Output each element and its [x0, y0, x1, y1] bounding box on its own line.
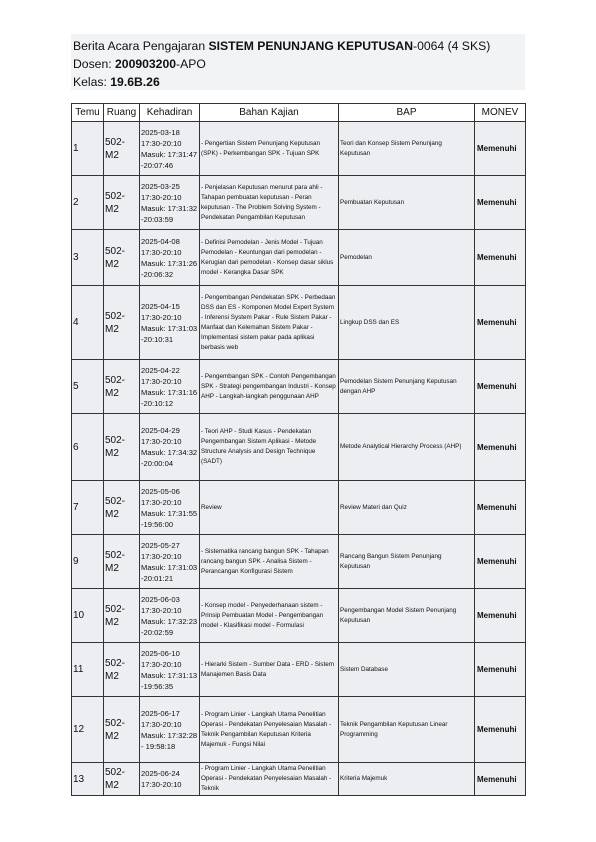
- table-row: [72, 230, 526, 286]
- cell-bap: Lingkup DSS dan ES: [339, 286, 475, 360]
- cell-bap: Teori dan Konsep Sistem Penunjang Keputusan: [339, 122, 475, 176]
- cell-kehadiran: 2025-04-22 17:30-20:10 Masuk: 17:31:16 -20:10:12: [140, 360, 200, 414]
- cell-ruang: 502-M2: [104, 535, 140, 589]
- table-row: [72, 360, 526, 414]
- table-header-row: [72, 104, 526, 122]
- cell-bap: Pemodelan: [339, 230, 475, 286]
- cell-bahan-kajian: - Teori AHP - Studi Kasus - Pendekatan Pengembangan Sistem Aplikasi - Metode Structure Analysis and Design Technique (SADT): [200, 414, 339, 481]
- cell-bahan-kajian: - Hierarki Sistem - Sumber Data - ERD - Sistem Manajemen Basis Data: [200, 643, 339, 697]
- dosen-line: [73, 56, 206, 72]
- cell-bap: Pembuatan Keputusan: [339, 176, 475, 230]
- cell-temu: 11: [72, 643, 104, 697]
- dosen-id: 200903200: [115, 57, 177, 71]
- dosen-suffix: -APO: [176, 57, 206, 71]
- col-monev-header: MONEV: [475, 104, 526, 122]
- cell-kehadiran: 2025-06-03 17:30-20:10 Masuk: 17:32:23 -20:02:59: [140, 589, 200, 643]
- cell-ruang: 502-M2: [104, 481, 140, 535]
- table-row: [72, 286, 526, 360]
- cell-bap: Pemodelan Sistem Penunjang Keputusan dengan AHP: [339, 360, 475, 414]
- cell-ruang: 502-M2: [104, 643, 140, 697]
- cell-ruang: 502-M2: [104, 697, 140, 763]
- cell-monev: Memenuhi: [475, 481, 526, 535]
- cell-monev: Memenuhi: [475, 122, 526, 176]
- table-row: [72, 589, 526, 643]
- cell-bap: Teknik Pengambilan Keputusan Linear Programming: [339, 697, 475, 763]
- cell-monev: Memenuhi: [475, 763, 526, 796]
- cell-monev: Memenuhi: [475, 230, 526, 286]
- cell-kehadiran: 2025-06-17 17:30-20:10 Masuk: 17:32:28 - 19:58:18: [140, 697, 200, 763]
- cell-bahan-kajian: - Pengertian Sistem Penunjang Keputusan (SPK) - Perkembangan SPK - Tujuan SPK: [200, 122, 339, 176]
- cell-monev: Memenuhi: [475, 589, 526, 643]
- cell-kehadiran: 2025-04-15 17:30-20:10 Masuk: 17:31:03 -20:10:31: [140, 286, 200, 360]
- cell-ruang: 502-M2: [104, 286, 140, 360]
- cell-bap: Kriteria Majemuk: [339, 763, 475, 796]
- cell-temu: 10: [72, 589, 104, 643]
- table-row: [72, 643, 526, 697]
- cell-ruang: 502-M2: [104, 360, 140, 414]
- cell-ruang: 502-M2: [104, 230, 140, 286]
- col-kehadiran-header: Kehadiran: [140, 104, 200, 122]
- cell-bahan-kajian: - Program Linier - Langkah Utama Penelitian Operasi - Pendekatan Penyelesaian Masalah - Teknik Pengambilan Keputusan Kriteria Majemuk - Fungsi Nilai: [200, 697, 339, 763]
- cell-temu: 5: [72, 360, 104, 414]
- table-row: [72, 481, 526, 535]
- cell-bahan-kajian: - Pengembangan Pendekatan SPK - Perbedaan DSS dan ES - Komponen Model Expert System - Inferensi System Pakar - Rule Sistem Pakar - Manfaat dan Kelemahan Sistem Pakar - Implementasi sistem pakar pada aplikasi berbasis web: [200, 286, 339, 360]
- cell-bap: Metode Analytical Hierarchy Process (AHP): [339, 414, 475, 481]
- table-row: [72, 414, 526, 481]
- col-bap-header: BAP: [339, 104, 475, 122]
- cell-bahan-kajian: - Program Linier - Langkah Utama Penelitian Operasi - Pendekatan Penyelesaian Masalah - Teknik: [200, 763, 339, 796]
- cell-ruang: 502-M2: [104, 763, 140, 796]
- table-row: [72, 122, 526, 176]
- cell-temu: 3: [72, 230, 104, 286]
- cell-temu: 6: [72, 414, 104, 481]
- cell-bahan-kajian: - Konsep model - Penyederhanaan sistem - Prinsip Pembuatan Model - Pengembangan model - Klasifikasi model - Formulasi: [200, 589, 339, 643]
- cell-monev: Memenuhi: [475, 414, 526, 481]
- cell-bahan-kajian: - Definisi Pemodelan - Jenis Model - Tujuan Pemodelan - Keuntungan dari pemodelan - Kerugian dari pemodelan - Konsep dasar siklus model - Kerangka Dasar SPK: [200, 230, 339, 286]
- cell-kehadiran: 2025-04-08 17:30-20:10 Masuk: 17:31:26 -20:06:32: [140, 230, 200, 286]
- cell-ruang: 502-M2: [104, 414, 140, 481]
- cell-bap: Pengembangan Model Sistem Penunjang Keputusan: [339, 589, 475, 643]
- cell-kehadiran: 2025-03-25 17:30-20:10 Masuk: 17:31:32 -20:03:59: [140, 176, 200, 230]
- cell-monev: Memenuhi: [475, 697, 526, 763]
- course-name: SISTEM PENUNJANG KEPUTUSAN: [208, 39, 414, 53]
- title-prefix: Berita Acara Pengajaran: [73, 39, 209, 53]
- dosen-label: Dosen:: [73, 57, 116, 71]
- cell-bap: Review Materi dan Quiz: [339, 481, 475, 535]
- table-row: [72, 763, 526, 796]
- col-bahan-header: Bahan Kajian: [200, 104, 339, 122]
- cell-temu: 12: [72, 697, 104, 763]
- course-suffix: -0064 (4 SKS): [413, 39, 491, 53]
- cell-temu: 1: [72, 122, 104, 176]
- cell-kehadiran: 2025-03-18 17:30-20:10 Masuk: 17:31:47 -20:07:46: [140, 122, 200, 176]
- table-row: [72, 535, 526, 589]
- cell-monev: Memenuhi: [475, 535, 526, 589]
- kelas-value: 19.6B.26: [110, 75, 160, 89]
- cell-ruang: 502-M2: [104, 122, 140, 176]
- cell-kehadiran: 2025-06-10 17:30-20:10 Masuk: 17:31:13 -19:56:35: [140, 643, 200, 697]
- cell-temu: 7: [72, 481, 104, 535]
- cell-kehadiran: 2025-06-24 17:30-20:10: [140, 763, 200, 796]
- cell-bahan-kajian: - Penjelasan Keputusan menurut para ahli - Tahapan pembuatan keputusan - Peran keputusan - The Problem Solving System - Pendekatan Pengambilan Keputusan: [200, 176, 339, 230]
- cell-kehadiran: 2025-05-06 17:30-20:10 Masuk: 17:31:55 -19:56:00: [140, 481, 200, 535]
- kelas-label: Kelas:: [73, 75, 111, 89]
- cell-temu: 9: [72, 535, 104, 589]
- document-header: [71, 34, 525, 90]
- cell-temu: 2: [72, 176, 104, 230]
- cell-kehadiran: 2025-05-27 17:30-20:10 Masuk: 17:31:03 -20:01:21: [140, 535, 200, 589]
- cell-kehadiran: 2025-04-29 17:30-20:10 Masuk: 17:34:32 -20:00:04: [140, 414, 200, 481]
- cell-monev: Memenuhi: [475, 176, 526, 230]
- col-ruang-header: Ruang: [104, 104, 140, 122]
- cell-bap: Sistem Database: [339, 643, 475, 697]
- cell-monev: Memenuhi: [475, 643, 526, 697]
- kelas-line: [73, 74, 160, 90]
- attendance-table: [71, 103, 526, 796]
- cell-ruang: 502-M2: [104, 589, 140, 643]
- cell-monev: Memenuhi: [475, 360, 526, 414]
- cell-bahan-kajian: Review: [200, 481, 339, 535]
- title-line: [73, 38, 490, 54]
- cell-temu: 4: [72, 286, 104, 360]
- cell-bahan-kajian: - Sistematika rancang bangun SPK - Tahapan rancang bangun SPK - Analisa Sistem - Perancangan Konfigurasi Sistem: [200, 535, 339, 589]
- cell-bahan-kajian: - Pengembangan SPK - Contoh Pengembangan SPK - Strategi pengembangan Industri - Konsep AHP - Langkah-langkah penggunaan AHP: [200, 360, 339, 414]
- col-temu-header: Temu: [72, 104, 104, 122]
- cell-monev: Memenuhi: [475, 286, 526, 360]
- table-row: [72, 697, 526, 763]
- cell-temu: 13: [72, 763, 104, 796]
- table-row: [72, 176, 526, 230]
- cell-bap: Rancang Bangun Sistem Penunjang Keputusan: [339, 535, 475, 589]
- cell-ruang: 502-M2: [104, 176, 140, 230]
